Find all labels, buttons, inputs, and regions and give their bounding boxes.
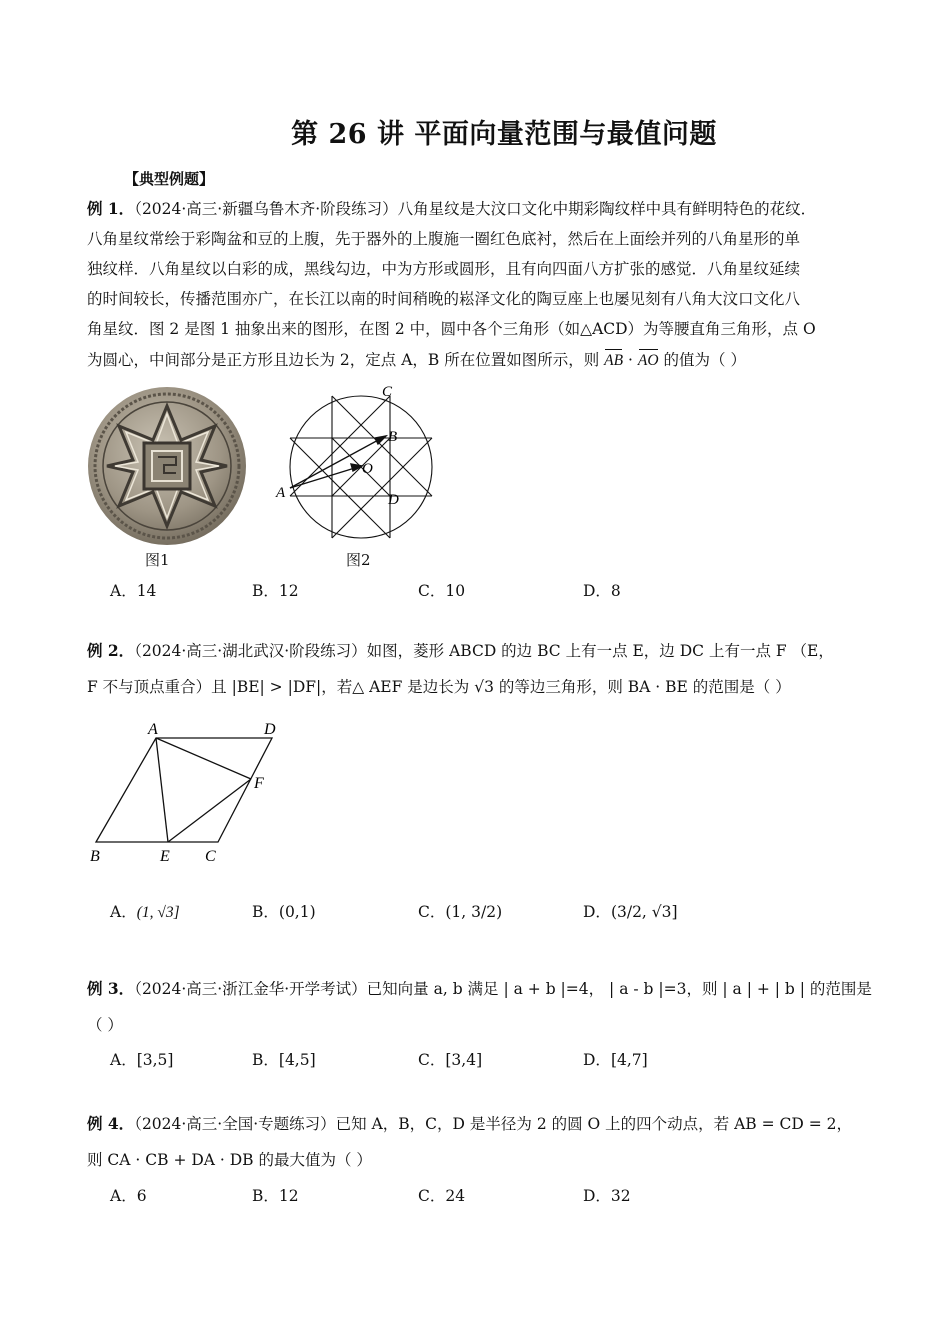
ex2-option-b[interactable]: B．(0,1): [252, 903, 316, 921]
ex2-option-a-value: (1, √3]: [136, 904, 180, 921]
ex3-text-1: （2024·高三·浙江金华·开学考试）已知向量 a, b 满足 | a + b |=4， | a - b |=3，则 | a | + | b | 的范围是: [134, 980, 872, 998]
ex2-option-d[interactable]: D．(3/2, √3]: [583, 903, 678, 921]
ex2-text-1: （2024·高三·湖北武汉·阶段练习）如图，菱形 ABCD 的边 BC 上有一点 E，边 DC 上有一点 F （E，: [134, 642, 834, 660]
ex1-line-6: [87, 350, 746, 371]
ex1-text-6a: 为圆心，中间部分是正方形且边长为 2，定点 A，B 所在位置如图所示，则: [87, 351, 600, 369]
ex1-line-3: 独纹样．八角星纹以白彩的成，黑线勾边，中为方形或圆形，且有向四面八方扩张的感觉．八角星纹延续: [87, 260, 801, 278]
ex4-line-1: [87, 1114, 852, 1134]
label-c: C: [205, 848, 216, 865]
label-b: B: [388, 429, 398, 445]
ex3-option-c-value: [3,4]: [445, 1051, 483, 1069]
label-b: B: [90, 848, 100, 865]
page-title: 第 26 讲 平面向量范围与最值问题: [291, 119, 717, 150]
dot-operator: ·: [628, 351, 633, 369]
ex2-option-a[interactable]: A．(1, √3]: [110, 903, 180, 921]
ex1-text-6b: 的值为（ ）: [663, 351, 746, 369]
ex3-line-1: [87, 979, 872, 999]
ex4-option-a[interactable]: A．6: [110, 1187, 147, 1205]
ex4-text-1: （2024·高三·全国·专题练习）已知 A，B，C，D 是半径为 2 的圆 O 上的四个动点，若 AB = CD = 2，: [134, 1115, 853, 1133]
ex1-option-b[interactable]: B．12: [252, 582, 299, 600]
section-label: 【典型例题】: [124, 170, 215, 188]
vector-ab: AB: [604, 352, 624, 369]
ex3-option-d-value: [4,7]: [610, 1051, 648, 1069]
ex1-line-1: [87, 199, 816, 219]
label-d: D: [388, 492, 399, 508]
ex1-line-5: 角星纹．图 2 是图 1 抽象出来的图形，在图 2 中，圆中各个三角形（如△ACD）为等腰直角三角形，点 O: [87, 320, 816, 338]
ex3-label: 例 3．: [87, 979, 135, 998]
ex1-label: 例 1．: [87, 199, 135, 218]
ex3-option-a[interactable]: A．[3,5]: [110, 1051, 174, 1069]
ex2-line-2: F 不与顶点重合）且 |BE| > |DF|，若△ AEF 是边长为 √3 的等边三角形，则 BA · BE 的范围是（ ）: [87, 678, 791, 696]
label-a: A: [276, 485, 286, 501]
ex3-option-b-value: [4,5]: [278, 1051, 316, 1069]
ex1-text-1: （2024·高三·新疆乌鲁木齐·阶段练习）八角星纹是大汶口文化中期彩陶纹样中具有鲜明特色的花纹．: [134, 200, 817, 218]
figure-rhombus-diagram: [86, 716, 286, 866]
label-c: C: [382, 384, 393, 400]
ex4-line-2: 则 CA · CB + DA · DB 的最大值为（ ）: [87, 1151, 372, 1169]
ex3-option-c[interactable]: C．[3,4]: [418, 1051, 483, 1069]
label-a: A: [148, 721, 158, 738]
ex3-line-2: （ ）: [87, 1016, 123, 1034]
ex1-line-2: 八角星纹常绘于彩陶盆和豆的上腹，先于器外的上腹施一圈红色底衬，然后在上面绘并列的八角星形的单: [87, 230, 801, 248]
ex1-option-c[interactable]: C．10: [418, 582, 466, 600]
ex2-label: 例 2．: [87, 641, 135, 660]
ex4-option-b[interactable]: B．12: [252, 1187, 299, 1205]
ex3-option-d[interactable]: D．[4,7]: [583, 1051, 648, 1069]
ex4-option-d[interactable]: D．32: [583, 1187, 631, 1205]
ex2-option-c-value: (1, 3/2): [445, 903, 503, 921]
label-d: D: [264, 721, 276, 738]
ex2-option-c[interactable]: C．(1, 3/2): [418, 903, 503, 921]
ex1-option-d[interactable]: D．8: [583, 582, 621, 600]
ex2-line-1: [87, 641, 834, 661]
ex2-option-d-value: (3/2, √3]: [610, 903, 678, 921]
ex4-option-c[interactable]: C．24: [418, 1187, 466, 1205]
label-f: F: [254, 775, 264, 792]
label-o: O: [362, 461, 373, 477]
ex4-label: 例 4．: [87, 1114, 135, 1133]
ex1-option-a[interactable]: A．14: [110, 582, 157, 600]
figure-2-caption: 图2: [346, 551, 371, 569]
ex3-option-a-value: [3,5]: [136, 1051, 174, 1069]
vector-ao: AO: [637, 352, 659, 369]
figure-2-diagram: [272, 378, 452, 554]
ex2-option-b-value: (0,1): [278, 903, 316, 921]
figure-1-coin-image: [86, 384, 248, 548]
ex3-option-b[interactable]: B．[4,5]: [252, 1051, 316, 1069]
label-e: E: [160, 848, 170, 865]
ex1-line-4: 的时间较长，传播范围亦广，在长江以南的时间稍晚的崧泽文化的陶豆座上也屡见刻有八角大汶口文化八: [87, 290, 801, 308]
figure-1-caption: 图1: [145, 551, 170, 569]
